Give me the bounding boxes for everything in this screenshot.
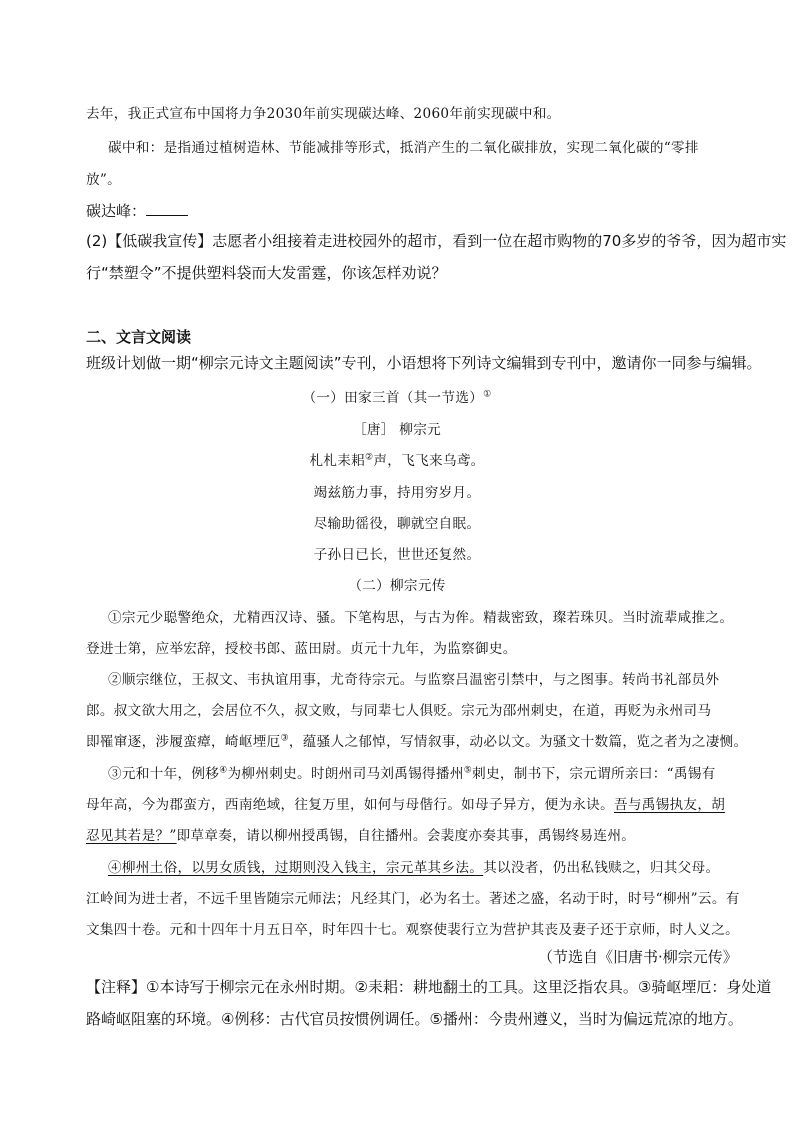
underlined-sentence: 忍见其若是？” [86,828,177,844]
bio-p3-line-1: ③元和十年，例移④为柳州刺史。时朗州司马刘禹锡得播州⑤刺史，制书下，宗元谓所亲曰：“禹锡有 [108,765,716,782]
bio-source: （节选自《旧唐书·柳宗元传》 [538,948,738,966]
bio-p1-line-2: 登进士第，应举宏辞，授校书郎、蓝田尉。贞元十九年，为监察御史。 [86,641,517,657]
poem-title: （一）田家三首（其一节选）① [302,389,492,406]
poem-line-3: 尽输助徭役，聊就空自眠。 [313,516,481,532]
footnote-mark: ⑤ [463,765,473,776]
bio-title: （二）柳宗元传 [348,578,446,594]
underlined-sentence: 吾与禹锡执友，胡 [613,797,726,813]
bio-p4-line-1: ④柳州土俗，以男女质钱，过期则没入钱主，宗元革其乡法。其以没者，仍出私钱赎之，归其父母。 [108,860,720,876]
bio-p3-line-2: 母年高，今为郡蛮方，西南绝域，往复万里，如何与母偕行。如母子异方，便为永诀。吾与禹锡执友，胡 [86,797,726,813]
poem-line-4: 子孙日已长，世世还复然。 [313,547,481,563]
question-2-line-1: (2)【低碳我宣传】志愿者小组接着走进校园外的超市，看到一位在超市购物的70多岁的爷爷，因为超市实 [86,232,787,250]
footnote-mark: ④ [219,765,228,776]
poem-line-2: 竭兹筋力事，持用穷岁月。 [313,485,481,501]
bio-p1-line-1: ①宗元少聪警绝众，尤精西汉诗、骚。下笔构思，与古为侔。精裁密致，璨若珠贝。当时流辈咸推之。 [108,610,734,626]
peak-label: 碳达峰： [86,202,147,220]
underlined-sentence: ④柳州土俗，以男女质钱，过期则没入钱主，宗元革其乡法。 [108,860,484,876]
answer-blank [146,201,188,216]
poem-line-1: 札札耒耜②声，飞飞来乌鸢。 [309,452,485,469]
bio-p2-line-1: ②顺宗继位，王叔文、韦执谊用事，尤奇待宗元。与监察吕温密引禁中，与之图事。转尚书礼部员外 [108,672,720,688]
question-2-line-2: 行“禁塑令”不提供塑料袋而大发雷霆，你该怎样劝说？ [86,264,447,282]
intro-line-2: 碳中和：是指通过植树造林、节能减排等形式，抵消产生的二氧化碳排放，实现二氧化碳的“零排 [108,140,699,156]
poem-author: ［唐］ 柳宗元 [353,422,441,438]
section-intro: 班级计划做一期“柳宗元诗文主题阅读”专刊，小语想将下列诗文编辑到专刊中，邀请你一同参与编辑。 [86,354,762,372]
bio-p2-line-3: 即罹窜逐，涉履蛮瘴，崎岖堙厄③，蕴骚人之郁悼，写情叙事，动必以文。为骚文十数篇，览之者为之凄恻。 [86,733,748,750]
section-heading: 二、文言文阅读 [86,328,192,346]
bio-p4-line-2: 江岭间为进士者，不远千里皆随宗元师法；凡经其门，必为名士。著述之盛，名动于时，时号“柳州”云。有 [86,891,740,907]
peak-answer-line [86,200,188,221]
bio-p3-line-3: 忍见其若是？”即草章奏，请以柳州授禹锡，自往播州。会裴度亦奏其事，禹锡终易连州。 [86,828,636,844]
footnote-mark: ① [483,389,492,400]
footnote-mark: ③ [280,733,289,744]
bio-p2-line-2: 郎。叔文欲大用之，会居位不久，叔文败，与同辈七人俱贬。宗元为邵州刺史，在道，再贬为永州司马 [86,703,712,719]
bio-p4-line-3: 文集四十卷。元和十四年十月五日卒，时年四十七。观察使裴行立为营护其丧及妻子还于京师，时人义之。 [86,922,740,938]
footnote-mark: ② [365,452,374,463]
intro-line-1: 去年，我正式宣布中国将力争2030年前实现碳达峰、2060年前实现碳中和。 [86,106,561,122]
notes-line-2: 路崎岖阻塞的环境。④例移：古代官员按惯例调任。⑤播州：今贵州遵义，当时为偏远荒凉的地方。 [86,1010,743,1028]
notes-line-1: 【注释】①本诗写于柳宗元在永州时期。②耒耜：耕地翻土的工具。这里泛指农具。③骑岖堙厄：身处道 [86,978,772,996]
intro-line-3: 放”。 [86,172,122,188]
